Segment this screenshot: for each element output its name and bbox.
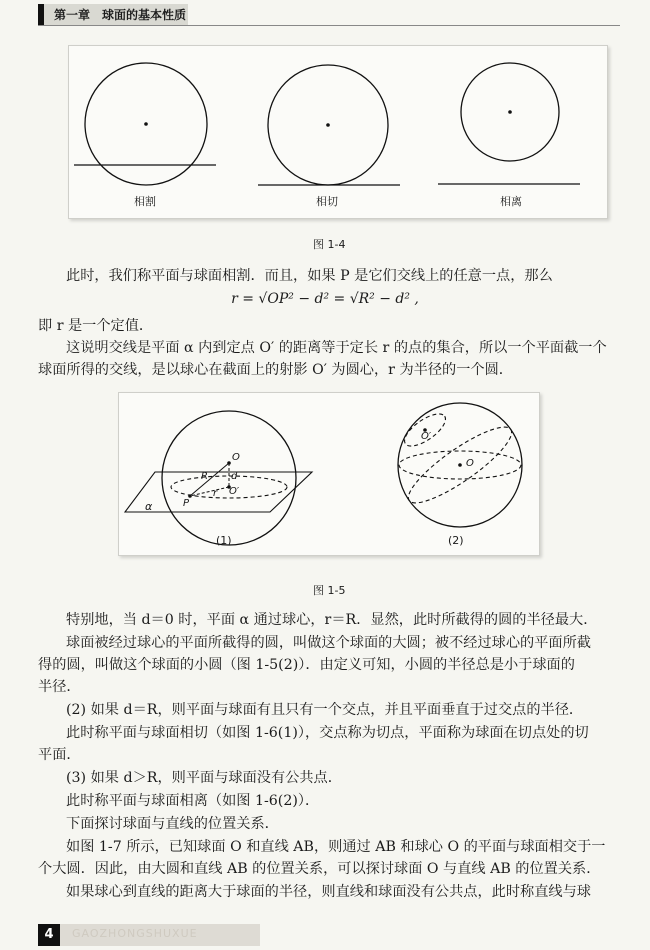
paragraph-5c: 半径．: [38, 679, 81, 695]
point-label-d: d: [231, 471, 238, 482]
paragraph-11a: 如图 1-7 所示，已知球面 O 和直线 AB，则通过 AB 和球心 O 的平面与球面相交于一: [66, 839, 606, 855]
point-label-O2: O: [466, 458, 474, 469]
chapter-header: 第一章 球面的基本性质: [38, 4, 188, 26]
paragraph-5b: 得的圆，叫做这个球面的小圆（图 1-5(2)）．由定义可知，小圆的半径总是小于球面的: [38, 657, 575, 673]
point-label-r: r: [213, 488, 218, 499]
label-tangent: 相切: [316, 195, 338, 208]
page-number: 4: [38, 924, 60, 946]
label-separate: 相离: [500, 195, 522, 208]
point-label-R: R: [201, 471, 208, 482]
paragraph-6: (2) 如果 d＝R，则平面与球面有且只有一个交点，并且平面垂直于过交点的半径．: [66, 702, 584, 718]
paragraph-7a: 此时称平面与球面相切（如图 1-6(1)），交点称为切点，平面称为球面在切点处的切: [66, 725, 589, 741]
point-label-O-prime: O′: [229, 486, 240, 497]
paragraph-3a: 这说明交线是平面 α 内到定点 O′ 的距离等于定长 r 的点的集合，所以一个平面截一个: [66, 340, 607, 356]
paragraph-1: 此时，我们称平面与球面相割．而且，如果 P 是它们交线上的任意一点，那么: [66, 268, 553, 284]
subfigure-2-label: (2): [448, 534, 464, 547]
plane-alpha: [125, 472, 312, 512]
point-label-P: P: [183, 498, 190, 509]
point-label-O: O: [232, 452, 240, 463]
paragraph-5a: 球面被经过球心的平面所截得的圆，叫做这个球面的大圆；被不经过球心的平面所截: [66, 635, 591, 651]
paragraph-11b: 个大圆．因此，由大圆和直线 AB 的位置关系，可以探讨球面 O 与直线 AB 的位置关系．: [38, 861, 601, 877]
point-label-alpha: α: [145, 500, 153, 513]
paragraph-4: 特别地，当 d＝0 时，平面 α 通过球心，r＝R．显然，此时所截得的圆的半径最大．: [66, 612, 598, 628]
paragraph-3b: 球面所得的交线，是以球心在截面上的射影 O′ 为圆心，r 为半径的一个圆．: [38, 362, 513, 378]
figure-1-5-caption: 图 1-5: [313, 584, 346, 597]
formula-r: r = √OP² − d² = √R² − d² ,: [231, 291, 419, 307]
footer-watermark: GAOZHONGSHUXUE: [72, 927, 198, 940]
paragraph-10: 下面探讨球面与直线的位置关系．: [66, 816, 279, 832]
label-secant: 相割: [134, 195, 156, 208]
figure-1-4-caption: 图 1-4: [313, 238, 346, 251]
paragraph-8: (3) 如果 d＞R，则平面与球面没有公共点．: [66, 770, 342, 786]
paragraph-2: 即 r 是一个定值．: [38, 318, 154, 334]
subfigure-1-label: (1): [216, 534, 232, 547]
point-label-O2-prime: O′: [421, 431, 432, 442]
paragraph-7b: 平面．: [38, 747, 81, 763]
paragraph-9: 此时称平面与球面相离（如图 1-6(2)）．: [66, 793, 320, 809]
paragraph-12: 如果球心到直线的距离大于球面的半径，则直线和球面没有公共点，此时称直线与球: [66, 884, 591, 900]
